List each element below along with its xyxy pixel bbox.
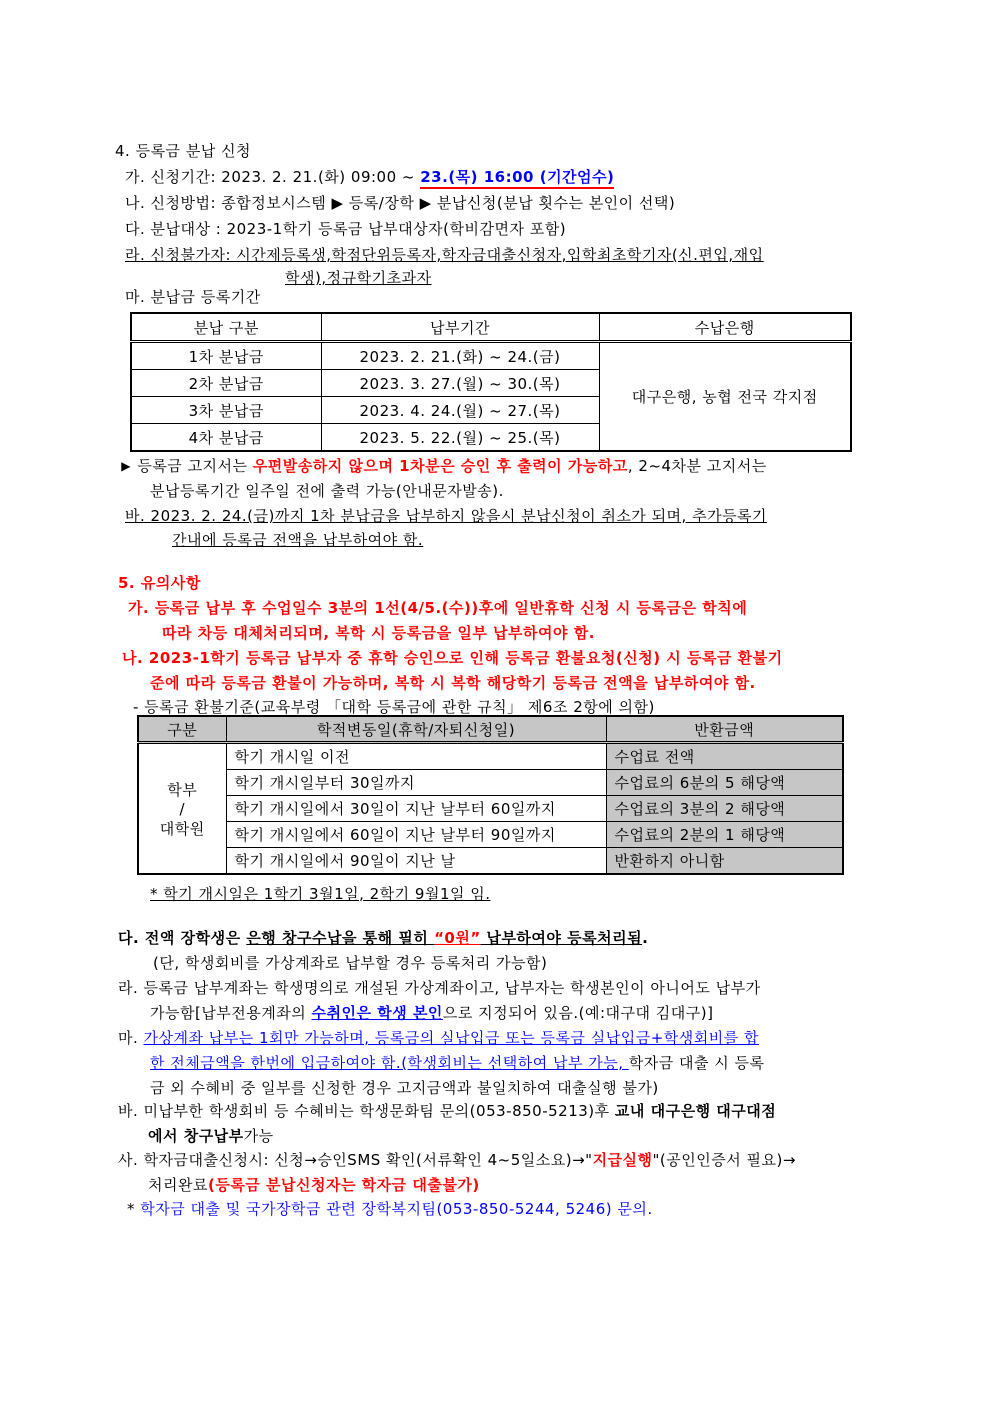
table2-header-event: 학적변동일(휴학/자퇴신청일) [226, 716, 606, 743]
item-s4-ra-line1: 라. 신청불가자: 시간제등록생,학점단위등록자,학자금대출신청자,입학최초학기자(신.편입,재입 [125, 246, 764, 264]
s5-sa-mid: "(공인인증서 필요)→ [652, 1151, 796, 1169]
installment-schedule-table [130, 312, 852, 452]
item-s5-ba-line2 [148, 1126, 274, 1146]
table-row [138, 848, 843, 875]
section5-title: 5. 유의사항 [118, 574, 201, 592]
s5-ra-pre: 가능함[납부전용계좌의 [150, 1004, 312, 1022]
s5-ba-bank-bold: 교내 대구은행 대구대점 [614, 1102, 777, 1120]
s5-sa-no-loan: (등록금 분납신청자는 학자금 대출불가) [207, 1176, 480, 1194]
item-s5-na-line2: 준에 따라 등록금 환불이 가능하며, 복학 시 복학 해당학기 등록금 전액을 납부하여야 함. [150, 674, 756, 692]
t2-group-line2: / [179, 799, 186, 818]
s5-ba-bold2: 에서 창구납부 [148, 1127, 244, 1145]
t1-r4-round: 4차 분납금 [131, 424, 321, 452]
t2-r5-refund: 반환하지 아니함 [606, 848, 843, 875]
s5-ma-blue2: 한 전체금액을 한번에 입금하여야 함.(학생회비는 선택하여 납부 가능, [150, 1054, 629, 1072]
item-s4-na: 나. 신청방법: 종합정보시스템 ▶ 등록/장학 ▶ 분납신청(분납 횟수는 본인이 선택) [125, 194, 676, 212]
item-s5-sa-line1 [118, 1150, 796, 1170]
item-s5-ma-line1 [118, 1028, 759, 1048]
t2-r3-event: 학기 개시일에서 30일이 지난 날부터 60일까지 [226, 796, 606, 822]
section4-title: 4. 등록금 분납 신청 [115, 142, 252, 160]
bill-notice-pre: 등록금 고지서는 [137, 457, 253, 475]
item-s5-na-line1: 나. 2023-1학기 등록금 납부자 중 휴학 승인으로 인해 등록금 환불요청(신청) 시 등록금 환불기 [122, 649, 783, 667]
table2-header-group: 구분 [138, 716, 226, 743]
s5-sa-complete: 처리완료 [148, 1176, 208, 1194]
item-s5-ba-line1 [118, 1101, 776, 1121]
item-s4-ma: 마. 분납금 등록기간 [125, 288, 261, 306]
table-row [131, 342, 851, 370]
s5-da-tail: . [642, 929, 649, 947]
table1-header-row [131, 313, 851, 342]
refund-criteria-table [137, 715, 844, 875]
table1-header-bank: 수납은행 [599, 313, 851, 342]
table-row [138, 796, 843, 822]
item-s5-ra-line2 [150, 1003, 713, 1023]
table1-header-round: 분납 구분 [131, 313, 321, 342]
item-s4-ba-line2: 간내에 등록금 전액을 납부하여야 함. [172, 531, 424, 549]
s4-ga-deadline: 23.(목) 16:00 (기간엄수) [420, 168, 614, 189]
s5-ma-label: 마. [118, 1029, 144, 1047]
s5-da-pre: 다. 전액 장학생은 [118, 929, 247, 947]
t1-r1-period: 2023. 2. 21.(화) ~ 24.(금) [321, 342, 599, 370]
t1-bank-cell: 대구은행, 농협 전국 각지점 [599, 342, 851, 452]
s5-da-underline2: 납부하여야 등록처리됨 [480, 929, 643, 947]
loan-note-asterisk: * [127, 1200, 135, 1218]
t2-r1-refund: 수업료 전액 [606, 743, 843, 770]
t2-group-line3: 대학원 [159, 819, 205, 838]
t1-r3-round: 3차 분납금 [131, 397, 321, 424]
triangle-bullet-icon: ▶ [121, 458, 131, 474]
t1-r3-period: 2023. 4. 24.(월) ~ 27.(목) [321, 397, 599, 424]
item-s5-ra-line1: 라. 등록금 납부계좌는 학생명의로 개설된 가상계좌이고, 납부자는 학생본인이 아니어도 납부가 [118, 979, 761, 997]
table2-header-refund: 반환금액 [606, 716, 843, 743]
s5-ra-post: 으로 지정되어 있음.(예:대구대 김대구)] [442, 1004, 714, 1022]
t2-r2-refund: 수업료의 6분의 5 해당액 [606, 770, 843, 796]
item-s5-da [118, 928, 648, 948]
table-row [138, 770, 843, 796]
t2-r3-refund: 수업료의 3분의 2 해당액 [606, 796, 843, 822]
loan-contact-note [127, 1199, 653, 1219]
s5-sa-execute: 지급실행 [592, 1151, 653, 1169]
t1-r2-round: 2차 분납금 [131, 370, 321, 397]
s5-ra-payee: 수취인은 학생 본인 [311, 1004, 443, 1022]
s4-ga-text: 가. 신청기간: 2023. 2. 21.(화) 09:00 ~ [125, 168, 421, 186]
item-s5-ga-line1: 가. 등록금 납부 후 수업일수 3분의 1선(4/5.(수))후에 일반휴학 신청 시 등록금은 학칙에 [128, 599, 748, 617]
s5-ba-pre: 바. 미납부한 학생회비 등 수혜비는 학생문화팀 문의(053-850-5213)후 [118, 1102, 615, 1120]
refund-rule-reference: - 등록금 환불기준(교육부령 「대학 등록금에 관한 규칙」 제6조 2항에 의함) [133, 698, 655, 716]
bill-notice-red: 우편발송하지 않으며 1차분은 승인 후 출력이 가능하고 [252, 457, 628, 475]
item-s5-ma-line2 [150, 1053, 765, 1073]
t2-r4-refund: 수업료의 2분의 1 해당액 [606, 822, 843, 848]
item-s5-da-sub: (단, 학생회비를 가상계좌로 납부할 경우 등록처리 가능함) [153, 954, 548, 972]
bill-notice-line1 [120, 456, 767, 476]
item-s4-ba-line1: 바. 2023. 2. 24.(금)까지 1차 분납금을 납부하지 않을시 분납신청이 취소가 되며, 추가등록기 [125, 507, 768, 525]
item-s5-sa-line2 [148, 1175, 480, 1195]
t1-r1-round: 1차 분납금 [131, 342, 321, 370]
table-row [138, 743, 843, 770]
t2-group-cell [138, 743, 226, 875]
table2-header-row [138, 716, 843, 743]
t2-r5-event: 학기 개시일에서 90일이 지난 날 [226, 848, 606, 875]
loan-note-text: 학자금 대출 및 국가장학금 관련 장학복지팀(053-850-5244, 5246) 문의. [140, 1200, 653, 1218]
t1-r4-period: 2023. 5. 22.(월) ~ 25.(목) [321, 424, 599, 452]
s5-ma-blue1: 가상계좌 납부는 1회만 가능하며, 등록금의 실납입금 또는 등록금 실납입금+학생회비를 합 [143, 1029, 759, 1047]
s5-ma-black2: 학자금 대출 시 등록 [628, 1054, 765, 1072]
t2-group-line1: 학부 [167, 780, 198, 799]
t2-r4-event: 학기 개시일에서 60일이 지난 날부터 90일까지 [226, 822, 606, 848]
item-s5-ma-line3: 금 외 수혜비 중 일부를 신청한 경우 고지금액과 불일치하여 대출실행 불가) [150, 1079, 659, 1097]
table1-header-period: 납부기간 [321, 313, 599, 342]
bill-notice-line2: 분납등록기간 일주일 전에 출력 가능(안내문자발송). [150, 482, 504, 500]
bill-notice-post: , 2~4차분 고지서는 [627, 457, 767, 475]
item-s4-da: 다. 분납대상 : 2023-1학기 등록금 납부대상자(학비감면자 포함) [125, 220, 567, 238]
t2-r1-event: 학기 개시일 이전 [226, 743, 606, 770]
t2-r2-event: 학기 개시일부터 30일까지 [226, 770, 606, 796]
item-s4-ga [125, 167, 614, 187]
s5-ba-tail: 가능 [243, 1127, 274, 1145]
semester-start-footnote: * 학기 개시일은 1학기 3월1일, 2학기 9월1일 임. [150, 885, 491, 903]
s5-da-underline1: 은행 창구수납을 통해 필히 [246, 929, 435, 947]
item-s4-ra-line2: 학생),정규학기초과자 [285, 269, 432, 287]
table-row [138, 822, 843, 848]
t1-r2-period: 2023. 3. 27.(월) ~ 30.(목) [321, 370, 599, 397]
item-s5-ga-line2: 따라 차등 대체처리되며, 복학 시 등록금을 일부 납부하여야 함. [162, 624, 595, 642]
s5-da-zero-won: “0원” [434, 929, 481, 947]
s5-sa-pre: 사. 학자금대출신청시: 신청→승인SMS 확인(서류확인 4~5일소요)→" [118, 1151, 593, 1169]
